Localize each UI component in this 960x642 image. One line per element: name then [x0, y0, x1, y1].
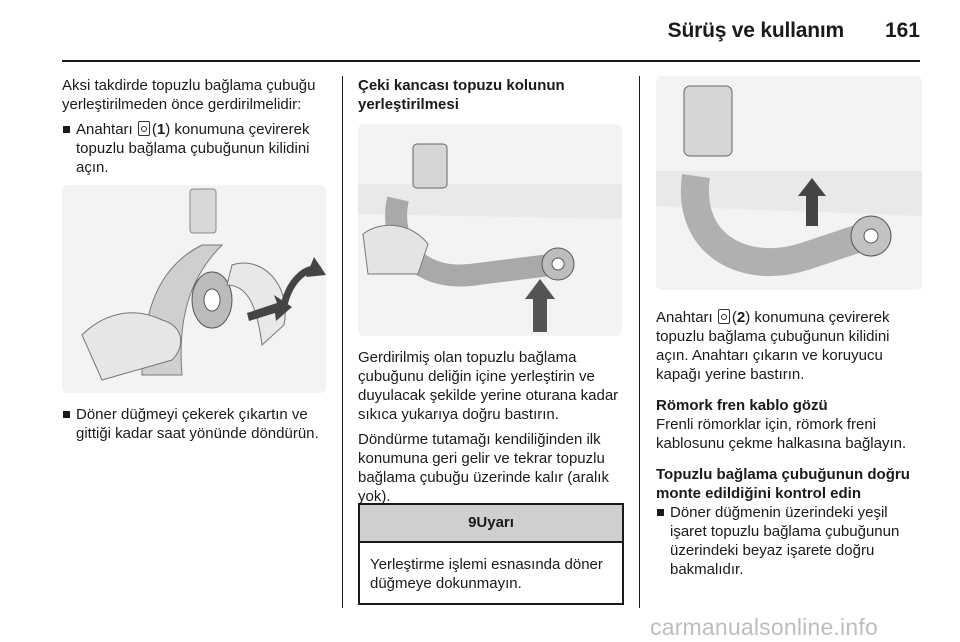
column-divider: [639, 76, 640, 608]
section-heading: Römork fren kablo gözü: [656, 397, 828, 414]
warning-text: Yerleştirme işlemi esnasında döner düğmeye dokunmayın.: [370, 556, 603, 592]
page-title: Sürüş ve kullanım: [667, 19, 844, 42]
warning-title: Uyarı: [476, 514, 514, 531]
list-item: Döner düğmeyi çekerek çıkartın ve gittiği kadar saat yönünde döndürün.: [62, 405, 326, 443]
paragraph: Anahtarı (2) konumuna çevirerek topuzlu bağlama çubuğunun kilidini açın. Anahtarı çıkarın ve koruyucu kapağı yerine bastırın.: [656, 309, 890, 383]
key-symbol-icon: [138, 121, 150, 136]
list-item: Anahtarı (1) konumuna çevirerek topuzlu bağlama çubuğunun kilidini açın.: [62, 120, 326, 177]
illustration-unlock-tow-bar: [62, 185, 326, 393]
column-1: [62, 76, 326, 449]
list-item: Döner düğmenin üzerindeki yeşil işaret topuzlu bağlama çubuğunun üzerindeki beyaz işarete doğru bakmalıdır.: [656, 503, 922, 579]
intro-text: Aksi takdirde topuzlu bağlama çubuğu yerleştirilmeden önce gerdirilmelidir:: [62, 77, 316, 113]
section-heading: Çeki kancası topuzu kolunun yerleştirilmesi: [358, 77, 565, 113]
paragraph: Gerdirilmiş olan topuzlu bağlama çubuğunu deliğin içine yerleştirin ve duyulacak şekilde yerine oturana kadar sıkıca yukarıya doğru bastırın.: [358, 349, 619, 423]
page-header: [0, 0, 960, 60]
warning-box: [358, 503, 624, 605]
column-2: [358, 76, 622, 512]
paragraph: Frenli römorklar için, römork freni kablosunu çekme halkasına bağlayın.: [656, 416, 907, 452]
paragraph: Döndürme tutamağı kendiliğinden ilk konumuna geri gelir ve tekrar topuzlu bağlama çubuğu üzerinde kalır (aralık yok).: [358, 431, 609, 505]
warning-icon: 9: [468, 514, 477, 531]
illustration-key-cap: [656, 76, 922, 290]
column-3: [656, 76, 922, 585]
page-number: 161: [884, 19, 920, 42]
section-heading: Topuzlu bağlama çubuğunun doğru monte edildiğini kontrol edin: [656, 466, 910, 502]
illustration-insert-tow-bar: [358, 124, 622, 336]
column-divider: [342, 76, 343, 608]
watermark: carmanualsonline.info: [650, 614, 878, 640]
warning-header: [360, 505, 622, 543]
key-symbol-icon: [718, 309, 730, 324]
header-rule: [62, 60, 920, 62]
